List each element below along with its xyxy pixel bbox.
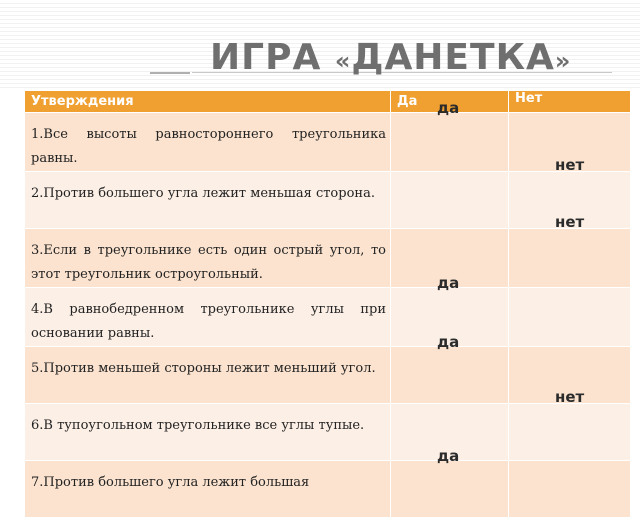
no-answer: нет <box>555 213 585 231</box>
table-row <box>25 404 631 461</box>
no-answer: нет <box>555 388 585 406</box>
title-underline-accent <box>150 72 190 74</box>
yes-answer: да <box>437 274 460 292</box>
statement-cell <box>25 347 391 404</box>
statement-text: 7.Против большего угла лежит большая <box>31 475 310 490</box>
statement-cell <box>25 113 391 172</box>
title-quote-close: » <box>554 47 572 75</box>
yes-cell <box>391 172 509 229</box>
no-cell <box>509 288 631 347</box>
no-cell <box>509 388 631 461</box>
danetka-table <box>24 90 631 518</box>
yes-cell <box>391 99 509 172</box>
table-row <box>25 229 631 288</box>
statement-text: 4.В равнобедренном треугольнике углы при основании равны. <box>31 302 386 341</box>
title-quote-open: « <box>334 47 352 75</box>
yes-cell <box>391 333 509 404</box>
slide-title <box>210 37 572 78</box>
statement-text: 1.Все высоты равностороннего треугольника равны. <box>31 127 386 166</box>
yes-answer: да <box>437 333 460 351</box>
statement-cell <box>25 229 391 288</box>
statement-cell <box>25 172 391 229</box>
table-header-row <box>25 91 631 113</box>
yes-cell <box>391 447 509 518</box>
statement-text: 2.Против большего угла лежит меньшая сторона. <box>31 186 375 201</box>
statement-cell <box>25 404 391 461</box>
no-answer: нет <box>555 156 585 174</box>
statement-cell <box>25 461 391 518</box>
title-prefix: ИГРА <box>210 37 335 78</box>
header-yes: Да <box>391 91 509 113</box>
table-row <box>25 461 631 518</box>
title-word: ДАНЕТКА <box>351 37 555 78</box>
yes-answer: да <box>437 99 460 117</box>
table-row <box>25 288 631 347</box>
no-cell <box>509 213 631 288</box>
statement-text: 5.Против меньшей стороны лежит меньший угол. <box>31 361 376 376</box>
statement-text: 3.Если в треугольнике есть один острый угол, то этот треугольник остроугольный. <box>31 243 386 282</box>
header-statements: Утверждения <box>25 91 391 113</box>
no-cell <box>509 461 631 518</box>
yes-answer: да <box>437 447 460 465</box>
header-no: Нет <box>509 91 631 113</box>
statement-cell <box>25 288 391 347</box>
statement-text: 6.В тупоугольном треугольнике все углы тупые. <box>31 418 365 433</box>
